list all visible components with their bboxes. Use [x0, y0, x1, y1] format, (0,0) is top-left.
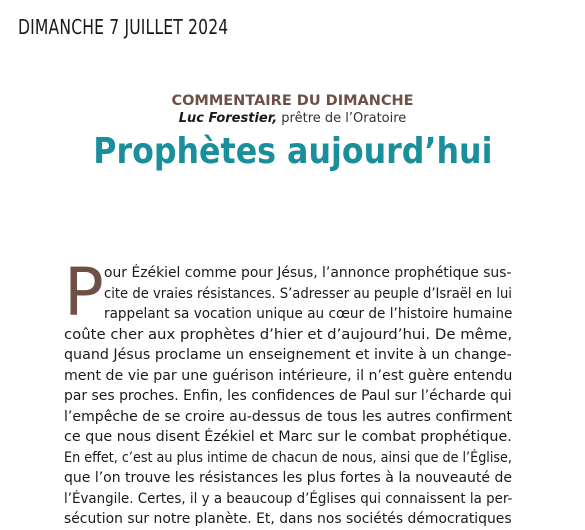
- body-line: [64, 489, 512, 510]
- body-line: [64, 325, 512, 346]
- article-title-text: Prophètes aujourd’hui: [92, 131, 493, 172]
- body-line: [64, 366, 512, 387]
- body-line-text: l’Évangile. Certes, il y a beaucoup d’Églises qui connaissent la per-: [64, 490, 513, 507]
- body-line: [64, 284, 512, 305]
- body-line-text: our Ézékiel comme pour Jésus, l’annonce prophétique sus-: [104, 265, 512, 281]
- body-line: [64, 304, 512, 325]
- body-line-text: que l’on trouve les résistances les plus fortes à la nouveauté de: [64, 470, 512, 486]
- body-line-text: ment de vie par une guérison intérieure, il n’est guère entendu: [64, 367, 513, 384]
- body-line-text: coûte cher aux prophètes d’hier et d’aujourd’hui. De même,: [64, 326, 513, 343]
- body-line: [64, 386, 512, 407]
- body-line: [64, 509, 512, 530]
- page-date: DIMANCHE 7 JUILLET 2024: [18, 15, 229, 39]
- body-line: [64, 468, 512, 489]
- body-line-text: En effet, c’est au plus intime de chacun de nous, ainsi que de l’Église,: [64, 449, 512, 466]
- body-line-text: sécution sur notre planète. Et, dans nos sociétés démocratiques: [64, 511, 512, 527]
- body-line: [64, 345, 512, 366]
- drop-cap: P: [64, 254, 104, 331]
- body-line: [64, 448, 512, 469]
- body-line-text: rappelant sa vocation unique au cœur de l’histoire humaine: [104, 306, 513, 322]
- body-line-text: par ses proches. Enfin, les confidences de Paul sur l’écharde qui: [64, 388, 512, 404]
- author-role: prêtre de l’Oratoire: [277, 111, 407, 126]
- body-line-text: cite de vraies résistances. S’adresser au peuple d’Israël en lui: [104, 285, 512, 302]
- body-line-text: l’empêche de se croire au-dessus de tous les autres confirment: [64, 408, 513, 425]
- body-line: [64, 263, 512, 284]
- body-line-text: quand Jésus proclame un enseignement et invite à un change-: [64, 347, 512, 363]
- article-body: [64, 263, 512, 530]
- body-line: [64, 407, 512, 428]
- article-title: [0, 131, 585, 172]
- body-line: [64, 427, 512, 448]
- section-kicker: COMMENTAIRE DU DIMANCHE: [171, 93, 414, 109]
- body-line-text: ce que nous disent Ézékiel et Marc sur le combat prophétique.: [64, 429, 512, 445]
- byline: [0, 111, 585, 126]
- author-name: Luc Forestier,: [178, 111, 278, 126]
